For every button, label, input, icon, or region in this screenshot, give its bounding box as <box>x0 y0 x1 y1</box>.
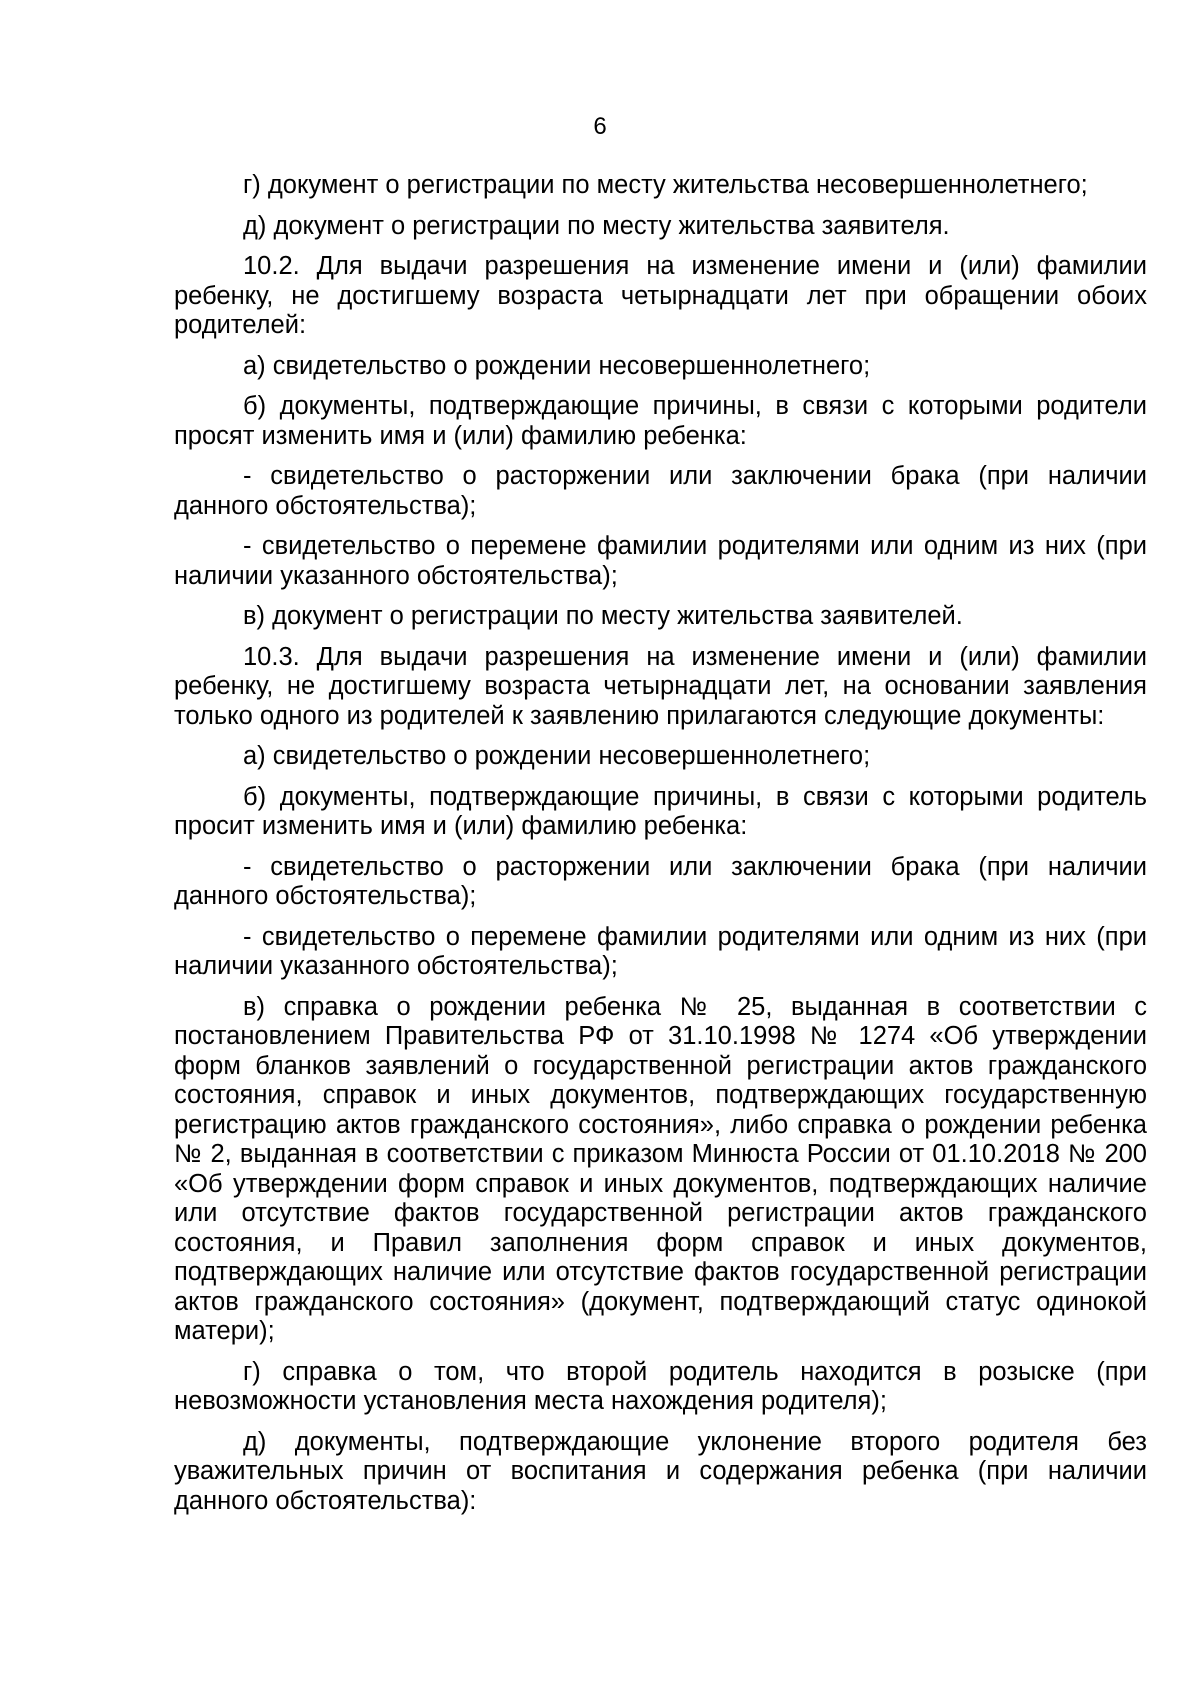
paragraph-section-10-3: 10.3. Для выдачи разрешения на изменение имени и (или) фамилии ребенку, не достигшему возраста четырнадцати лет, на основании заявления только одного из родителей к заявлению прилагаются следующие документы: <box>174 642 1147 730</box>
paragraph-section-10-2: 10.2. Для выдачи разрешения на изменение имени и (или) фамилии ребенку, не достигшему возраста четырнадцати лет при обращении обоих родителей: <box>174 252 1147 339</box>
page-number: 6 <box>593 113 607 140</box>
paragraph-dash-surname-change-2: - свидетельство о перемене фамилии родителями или одним из них (при наличии указанного обстоятельства); <box>174 922 1147 980</box>
paragraph-item-g-registration-minor: г) документ о регистрации по месту жительства несовершеннолетнего; <box>243 171 1088 199</box>
paragraph-item-a-birth-certificate-2: а) свидетельство о рождении несовершеннолетнего; <box>243 742 871 770</box>
paragraph-item-d-evasion-documents: д) документы, подтверждающие уклонение второго родителя без уважительных причин от воспитания и содержания ребенка (при наличии данного обстоятельства): <box>174 1427 1147 1515</box>
paragraph-item-d-registration-applicant: д) документ о регистрации по месту жительства заявителя. <box>243 211 950 240</box>
paragraph-dash-marriage-certificate: - свидетельство о расторжении или заключении брака (при наличии данного обстоятельства); <box>174 462 1147 520</box>
paragraph-item-a-birth-certificate: а) свидетельство о рождении несовершеннолетнего; <box>243 351 871 380</box>
paragraph-dash-marriage-certificate-2: - свидетельство о расторжении или заключении брака (при наличии данного обстоятельства); <box>174 852 1147 910</box>
paragraph-item-b-documents-reasons: б) документы, подтверждающие причины, в связи с которыми родители просят изменить имя и (или) фамилию ребенка: <box>174 392 1147 450</box>
paragraph-item-v-registration-applicants: в) документ о регистрации по месту жительства заявителей. <box>243 602 963 630</box>
paragraph-item-v-birth-reference: в) справка о рождении ребенка № 25, выданная в соответствии с постановлением Правительства РФ от 31.10.1998 № 1274 «Об утверждении форм бланков заявлений о государственной регистрации актов гражданского состояния, справок и иных документов, подтверждающих государственную регистрацию актов гражданского состояния», либо справка о рождении ребенка № 2, выданная в соответствии с приказом Минюста России от 01.10.2018 № 200 «Об утверждении форм справок и иных документов, подтверждающих наличие или отсутствие фактов государственной регистрации актов гражданского состояния, и Правил заполнения форм справок и иных документов, подтверждающих наличие или отсутствие фактов государственной регистрации актов гражданского состояния» (документ, подтверждающий статус одинокой матери); <box>174 992 1147 1345</box>
paragraph-dash-surname-change: - свидетельство о перемене фамилии родителями или одним из них (при наличии указанного обстоятельства); <box>174 532 1147 590</box>
document-body <box>174 171 1147 1527</box>
paragraph-item-g-search-reference: г) справка о том, что второй родитель находится в розыске (при невозможности установления места нахождения родителя); <box>174 1357 1147 1415</box>
paragraph-item-b-documents-reasons-2: б) документы, подтверждающие причины, в связи с которыми родитель просит изменить имя и (или) фамилию ребенка: <box>174 782 1147 840</box>
